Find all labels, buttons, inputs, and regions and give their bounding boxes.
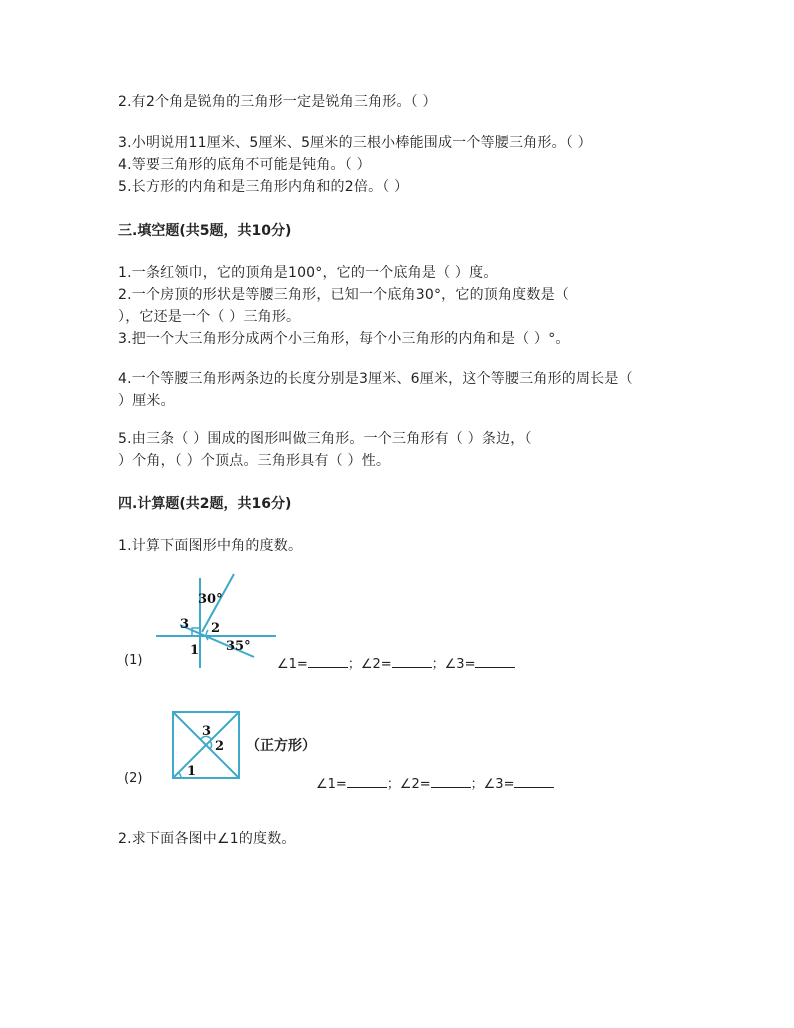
fig2-angle3-label: ；∠3= [470,777,515,792]
fill-line-5: 5.由三条（ ）围成的图形叫做三角形。一个三角形有（ ）条边，（ [118,431,532,447]
judge-item-4: 4.等要三角形的底角不可能是钝角。（ ） [118,157,371,173]
calc-heading: 四.计算题(共2题，共16分) [118,496,292,512]
fig1-angle1-label: ∠1= [277,657,308,672]
fill-line-2b: ），它还是一个（ ）三角形。 [118,309,301,325]
fill-line-4b: ）厘米。 [118,393,175,409]
fill-line-3: 3.把一个大三角形分成两个小三角形，每个小三角形的内角和是（ ）°。 [118,331,570,347]
fill-heading: 三.填空题(共5题，共10分) [118,223,292,239]
angle-number-1: 1 [190,643,200,658]
fig1-angle2-label: ；∠2= [347,657,392,672]
fig2-index: (2) [124,771,143,786]
square-number-3: 3 [202,724,212,739]
square-number-1: 1 [187,764,197,779]
fill-line-1: 1.一条红领巾，它的顶角是100°，它的一个底角是（ ）度。 [118,265,498,281]
fig2-angle1-label: ∠1= [316,777,347,792]
calc-question-2: 2.求下面各图中∠1的度数。 [118,831,296,847]
angle-number-2: 2 [211,621,221,636]
fig1-angle3-blank[interactable] [475,654,515,668]
fig2-answers [316,774,554,794]
fig2-angle2-blank[interactable] [431,774,471,788]
fig2-angle2-label: ；∠2= [386,777,431,792]
fig1-angle3-label: ；∠3= [431,657,476,672]
fig1-answers [277,654,515,674]
angle-label-35: 35° [226,639,251,654]
square-number-2: 2 [215,739,225,754]
angle-label-30: 30° [198,592,223,607]
fig1-angle2-blank[interactable] [392,654,432,668]
calc-question-1: 1.计算下面图形中角的度数。 [118,538,303,554]
square-caption: （正方形） [246,738,316,754]
fig1-index: (1) [124,653,143,668]
angle-arc-2 [210,741,212,749]
judge-item-5: 5.长方形的内角和是三角形内角和的2倍。（ ） [118,179,409,195]
fig1-angle1-blank[interactable] [308,654,348,668]
fill-line-5b: ）个角，（ ）个顶点。三角形具有（ ）性。 [118,453,391,469]
judge-item-3: 3.小明说用11厘米、5厘米、5厘米的三根小棒能围成一个等腰三角形。（ ） [118,135,592,151]
judge-item-2: 2.有2个角是锐角的三角形一定是锐角三角形。（ ） [118,94,437,110]
fill-line-2: 2.一个房顶的形状是等腰三角形，已知一个底角30°，它的顶角度数是（ [118,287,569,303]
fill-line-4: 4.一个等腰三角形两条边的长度分别是3厘米、6厘米，这个等腰三角形的周长是（ [118,371,633,387]
fig2-angle3-blank[interactable] [514,774,554,788]
angle-figure-1 [150,570,278,670]
angle-number-3: 3 [180,617,190,632]
fig2-angle1-blank[interactable] [347,774,387,788]
